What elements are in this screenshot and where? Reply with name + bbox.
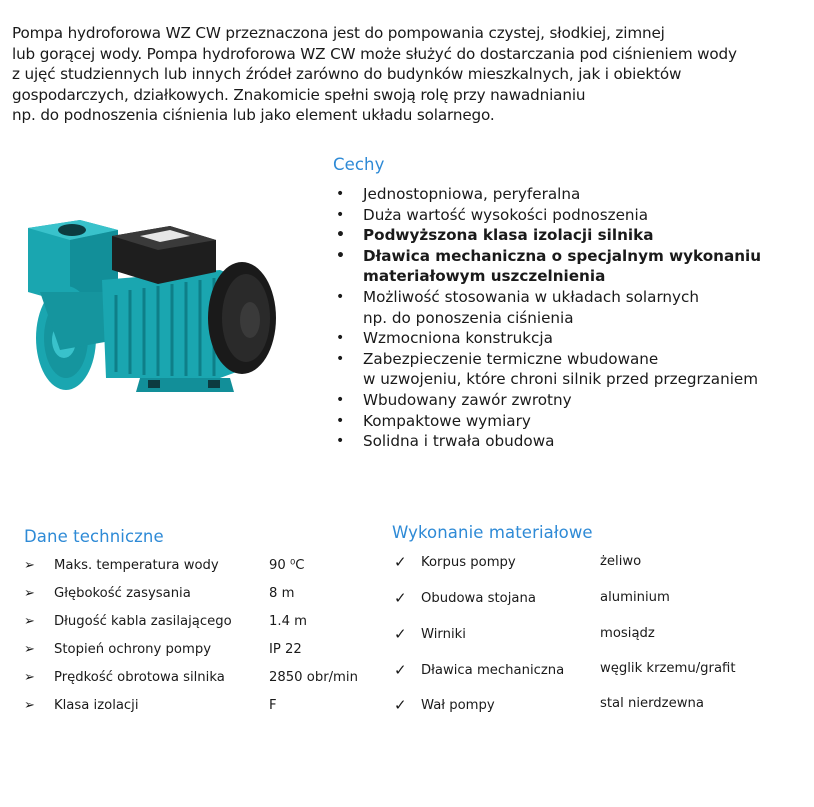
material-value: aluminium [600, 590, 670, 605]
material-value: stal nierdzewna [600, 696, 704, 711]
feature-text: Solidna i trwała obudowa [363, 432, 555, 451]
pump-photo [20, 200, 286, 410]
arrow-icon: ➢ [24, 642, 35, 657]
features-list [333, 184, 761, 452]
spec-value: 1.4 m [269, 614, 308, 629]
material-row [0, 555, 814, 575]
feature-text: Wzmocniona konstrukcja [363, 329, 553, 348]
feature-text: Możliwość stosowania w układach solarnych [363, 287, 700, 306]
bullet-icon: • [336, 186, 345, 202]
arrow-icon: ➢ [24, 558, 35, 573]
spec-label: Klasa izolacji [54, 698, 139, 713]
bullet-icon: • [336, 227, 345, 244]
material-label: Wał pompy [421, 698, 495, 713]
intro-line: z ujęć studziennych lub innych źródeł zarówno do budynków mieszkalnych, jak i obiektów [12, 65, 682, 83]
spec-value: 2850 obr/min [269, 670, 358, 685]
material-label: Wirniki [421, 627, 466, 642]
feature-text: Duża wartość wysokości podnoszenia [363, 205, 649, 224]
feature-text: materiałowym uszczelnienia [363, 267, 606, 286]
feature-item [333, 246, 761, 287]
feature-text: np. do ponoszenia ciśnienia [363, 308, 574, 327]
intro-line: lub gorącej wody. Pompa hydroforowa WZ CW może służyć do dostarczania pod ciśnieniem wody [12, 44, 737, 63]
arrow-icon: ➢ [24, 586, 35, 601]
intro-line: gospodarczych, działkowych. Znakomicie spełni swoją rolę przy nawadnianiu [12, 85, 586, 104]
material-row [0, 591, 814, 611]
feature-item [333, 225, 761, 246]
bullet-icon: • [336, 330, 345, 347]
material-label: Korpus pompy [421, 555, 516, 570]
feature-text: Kompaktowe wymiary [363, 411, 531, 430]
spec-value: F [269, 698, 277, 713]
feature-item [333, 390, 761, 411]
check-icon: ✓ [394, 625, 407, 643]
bullet-icon: • [336, 206, 345, 223]
arrow-icon: ➢ [24, 698, 35, 713]
spec-label: Głębokość zasysania [54, 586, 191, 601]
features-title: Cechy [333, 155, 385, 174]
feature-item [333, 328, 761, 349]
feature-text: w uzwojeniu, które chroni silnik przed przegrzaniem [363, 370, 759, 389]
feature-item [333, 431, 761, 452]
spec-value: 8 m [269, 586, 295, 601]
spec-label: Maks. temperatura wody [54, 558, 219, 573]
arrow-icon: ➢ [24, 614, 35, 629]
feature-item [333, 349, 761, 390]
material-row [0, 663, 814, 683]
feature-text: Zabezpieczenie termiczne wbudowane [363, 349, 659, 368]
feature-item [333, 287, 761, 328]
bullet-icon: • [336, 412, 345, 429]
bullet-icon: • [336, 288, 345, 305]
feature-text: Podwyższona klasa izolacji silnika [363, 226, 654, 245]
intro-line: Pompa hydroforowa WZ CW przeznaczona jest do pompowania czystej, słodkiej, zimnej [12, 24, 665, 42]
material-label: Dławica mechaniczna [421, 663, 565, 678]
feature-item [333, 184, 761, 205]
material-row [0, 698, 814, 718]
arrow-icon: ➢ [24, 670, 35, 685]
material-value: mosiądz [600, 626, 655, 641]
materials-title: Wykonanie materiałowe [392, 523, 593, 542]
material-label: Obudowa stojana [421, 591, 536, 606]
bullet-icon: • [336, 350, 345, 367]
material-value: węglik krzemu/grafit [600, 661, 736, 676]
intro-paragraph [12, 23, 808, 126]
bullet-icon: • [336, 247, 345, 264]
spec-value: 90 ⁰C [269, 558, 305, 573]
feature-item [333, 411, 761, 432]
specs-title: Dane techniczne [24, 527, 164, 546]
check-icon: ✓ [394, 696, 407, 714]
material-row [0, 627, 814, 647]
feature-item [333, 205, 761, 226]
spec-label: Stopień ochrony pompy [54, 642, 212, 657]
spec-label: Długość kabla zasilającego [54, 614, 232, 629]
bullet-icon: • [336, 391, 345, 408]
check-icon: ✓ [394, 553, 407, 571]
feature-text: Jednostopniowa, peryferalna [363, 185, 581, 203]
spec-label: Prędkość obrotowa silnika [54, 670, 225, 685]
pump-illustration [20, 200, 286, 410]
bullet-icon: • [336, 433, 345, 450]
spec-value: IP 22 [269, 642, 302, 657]
feature-text: Wbudowany zawór zwrotny [363, 390, 572, 409]
feature-text: Dławica mechaniczna o specjalnym wykonaniu [363, 246, 762, 265]
intro-line: np. do podnoszenia ciśnienia lub jako element układu solarnego. [12, 106, 495, 124]
check-icon: ✓ [394, 661, 407, 679]
material-value: żeliwo [600, 554, 642, 569]
check-icon: ✓ [394, 589, 407, 607]
